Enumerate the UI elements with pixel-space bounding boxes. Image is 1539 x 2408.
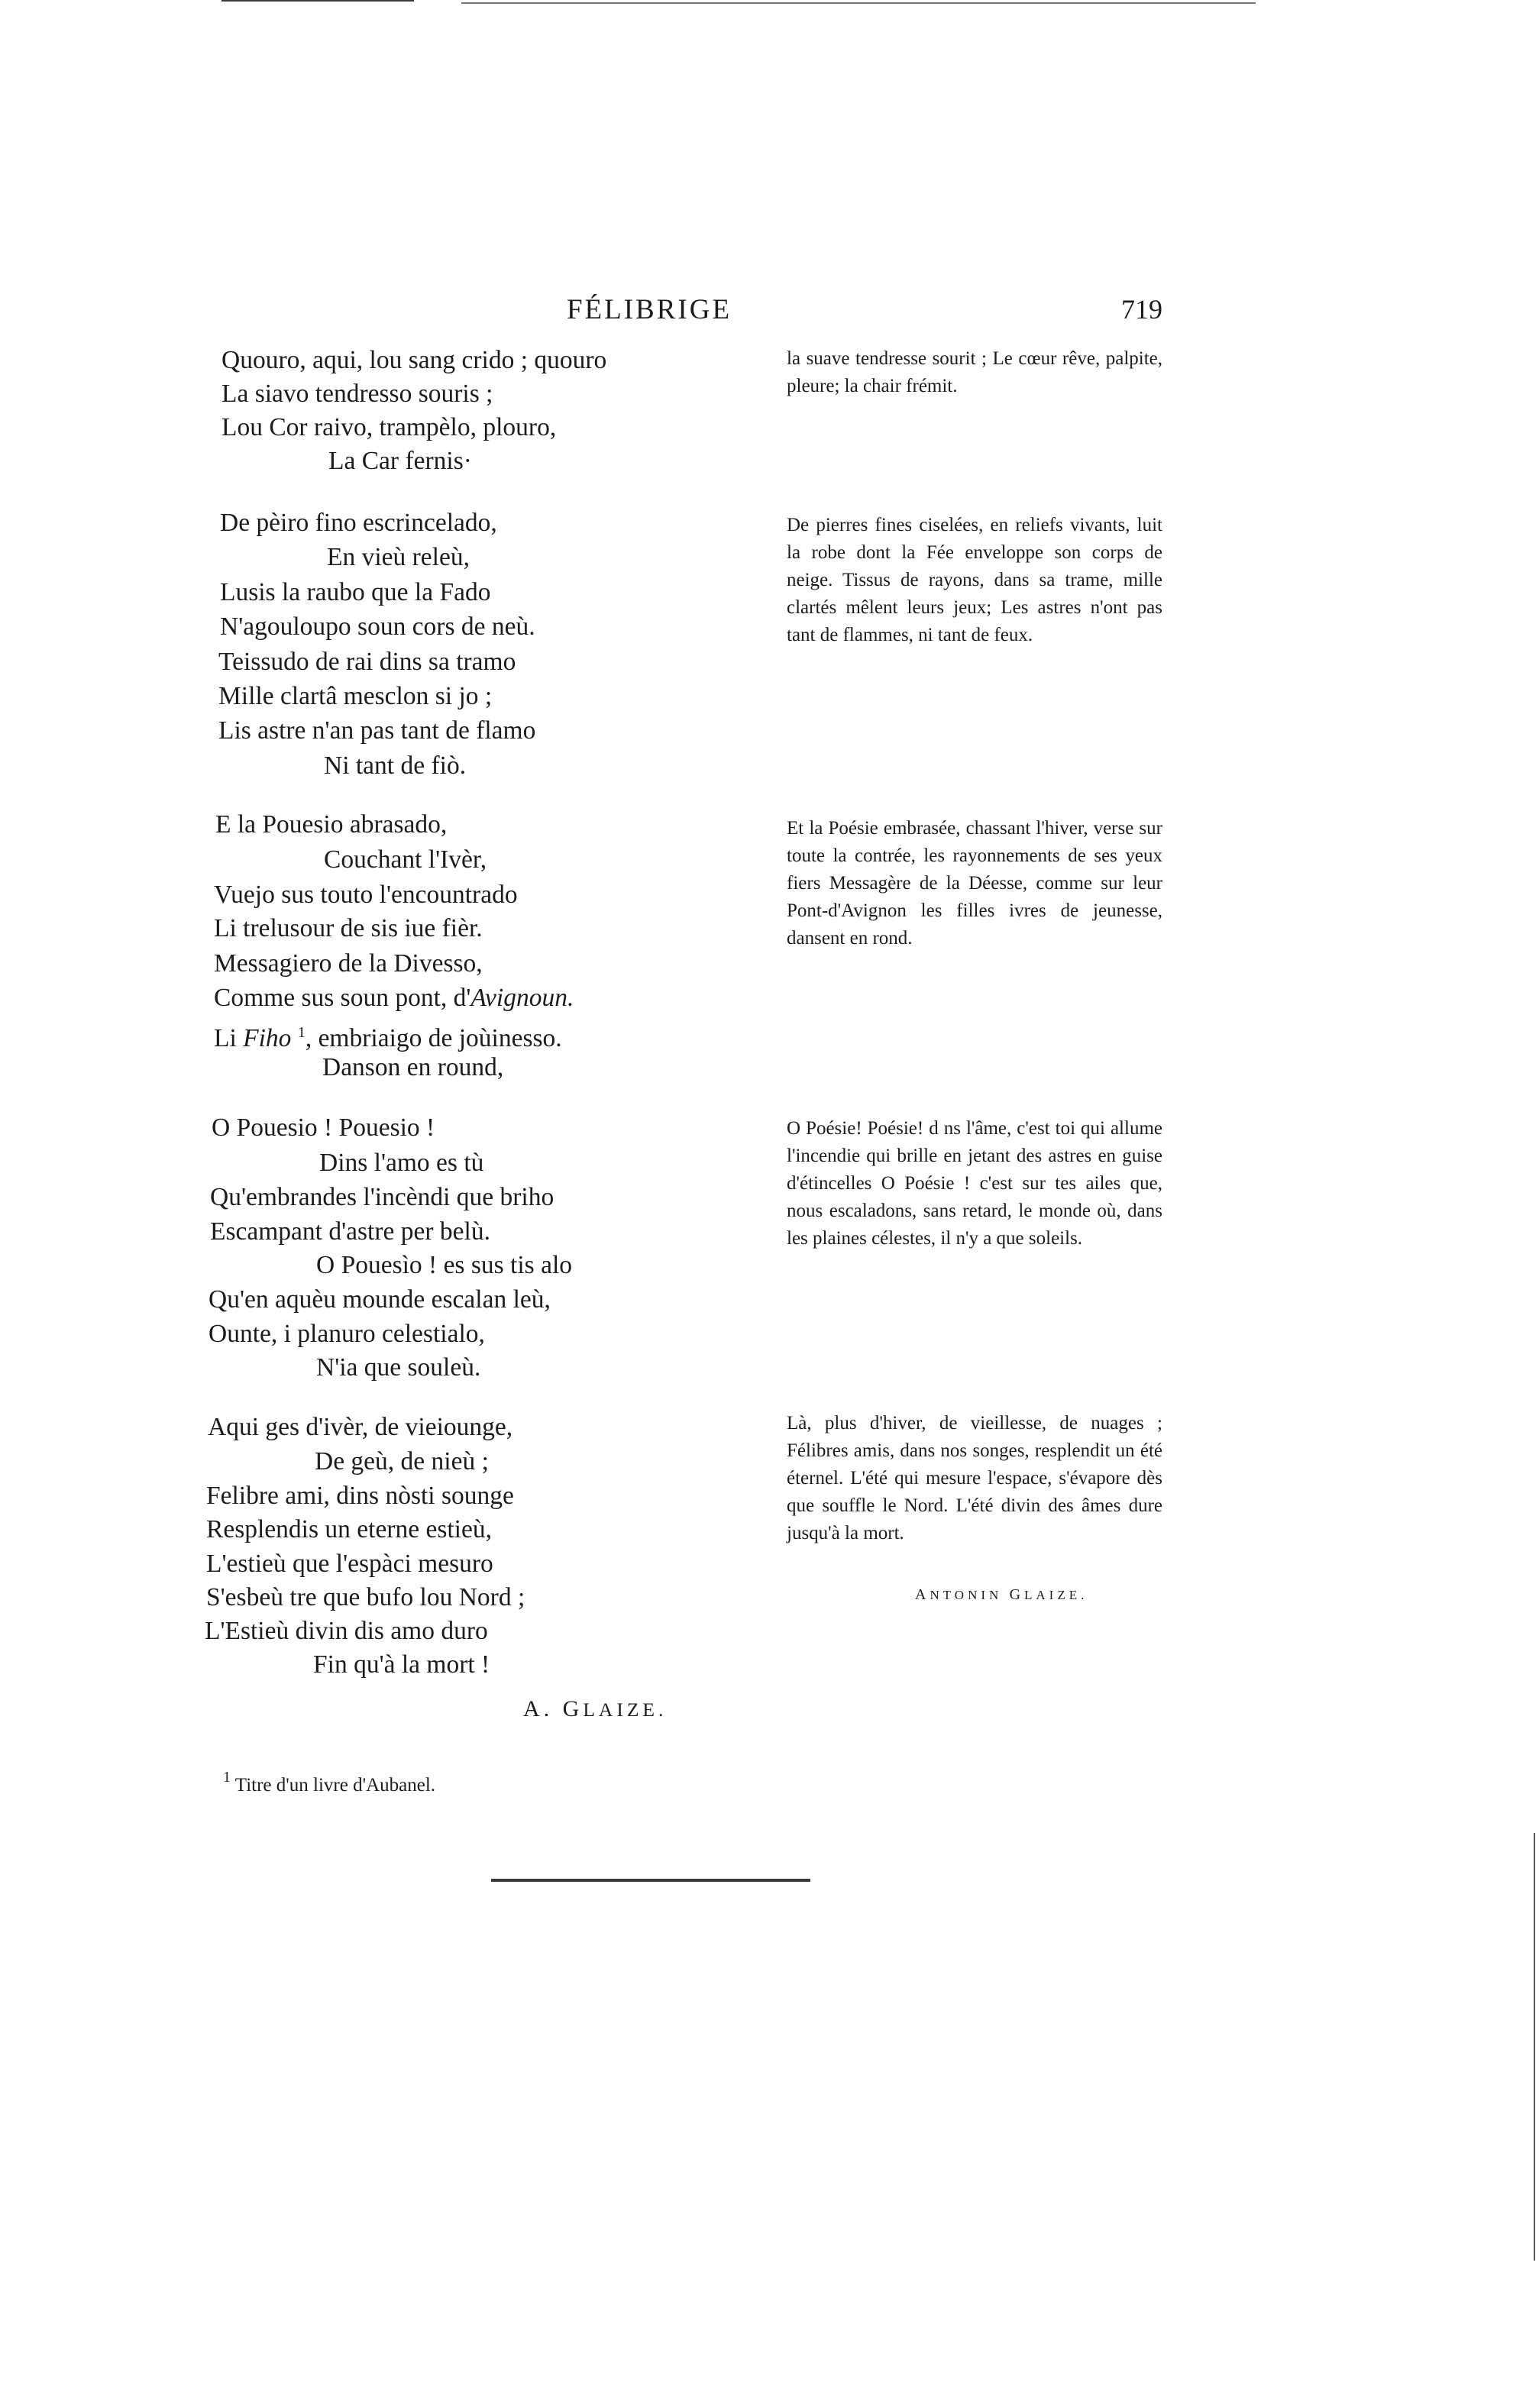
verse-signature: A. GLAIZE. (523, 1696, 668, 1721)
verse-line: Couchant l'Ivèr, (324, 845, 487, 874)
footnote-number: 1 (223, 1769, 231, 1786)
verse-line: Li trelusour de sis iue fièr. (214, 914, 483, 942)
verse-line: O Pouesio ! Pouesio ! (212, 1113, 435, 1142)
verse-line: La Car fernis· (328, 447, 472, 475)
verse-line: Mille clartâ mesclon si jo ; (218, 682, 493, 710)
verse-line: O Pouesìo ! es sus tis alo (316, 1251, 572, 1279)
verse-line: Messagiero de la Divesso, (214, 949, 483, 978)
verse-line: Fin qu'à la mort ! (313, 1650, 490, 1679)
verse-italic-title: Fiho (243, 1024, 292, 1052)
verse-line: Lis astre n'an pas tant de flamo (218, 716, 536, 745)
verse-line: Ounte, i planuro celestialo, (209, 1320, 485, 1348)
verse-line (214, 1017, 562, 1054)
verse-text: Li (214, 1024, 244, 1052)
footnote-text: Titre d'un livre d'Aubanel. (231, 1775, 436, 1795)
translation-paragraph: Là, plus d'hiver, de vieillesse, de nuages ; Félibres amis, dans nos songes, resplendit un été éternel. L'été qui mesure l'espace, s'évapore dès que souffle le Nord. L'été divin des âmes dure jusqu'à la mort. (787, 1413, 1162, 1543)
verse-line: L'Estieù divin dis amo duro (205, 1617, 488, 1645)
verse-line: De pèiro fino escrincelado, (220, 509, 497, 537)
translation-signature: ANTONIN GLAIZE. (915, 1586, 1088, 1603)
verse-line (214, 983, 574, 1013)
verse-line: Ni tant de fiò. (324, 751, 467, 780)
translation-paragraph: O Poésie! Poésie! d ns l'âme, c'est toi qui allume l'incendie qui brille en jetant des astres en guise d'étincelles O Poésie ! c'est sur tes ailes que, nous escaladons, sans retard, le monde où, dans les plaines célestes, il n'y a que soleils. (787, 1118, 1162, 1249)
verse-text: , embriaigo de joùinesso. (305, 1024, 562, 1052)
verse-line: Lusis la raubo que la Fado (220, 578, 491, 606)
verse-line: L'estieù que l'espàci mesuro (206, 1550, 493, 1578)
verse-line: Felibre ami, dins nòsti sounge (206, 1482, 514, 1510)
end-rule (491, 1879, 810, 1882)
verse-line: E la Pouesio abrasado, (215, 810, 448, 839)
verse-line: Qu'en aquèu mounde escalan leù, (209, 1285, 551, 1314)
verse-line: Qu'embrandes l'incèndi que briho (210, 1183, 554, 1211)
verse-line: Teissudo de rai dins sa tramo (218, 648, 516, 676)
verse-line: En vieù releù, (327, 543, 470, 571)
top-rule-right (461, 2, 1256, 4)
verse-line: Vuejo sus touto l'encountrado (214, 881, 518, 909)
verse-line: N'ia que souleù. (316, 1353, 481, 1382)
verse-line: Resplendis un eterne estieù, (206, 1515, 492, 1543)
translation-paragraph: la suave tendresse sourit ; Le cœur rêve, palpite, pleure; la chair frémit. (787, 348, 1162, 396)
translation-paragraph: Et la Poésie embrasée, chassant l'hiver, verse sur toute la contrée, les rayonnements de ses yeux fiers Messagère de la Déesse, comme sur leur Pont-d'Avignon les filles ivres de jeunesse, dansent en rond. (787, 818, 1162, 949)
footnote-marker: 1 (297, 1024, 306, 1041)
verse-line: Quouro, aqui, lou sang crido ; quouro (221, 346, 607, 374)
translation-paragraph: De pierres fines ciselées, en reliefs vivants, luit la robe dont la Fée enveloppe son corps de neige. Tissus de rayons, dans sa trame, mille clartés mêlent leurs jeux; Les astres n'ont pas tant de flammes, ni tant de feux. (787, 515, 1162, 645)
verse-line: Dins l'amo es tù (319, 1149, 484, 1177)
page-number: 719 (1121, 294, 1162, 325)
verse-italic-place: Avignoun. (470, 984, 574, 1012)
verse-line: N'agouloupo soun cors de neù. (220, 613, 535, 641)
running-title: FÉLIBRIGE (566, 294, 732, 325)
verse-line: S'esbeù tre que bufo lou Nord ; (206, 1583, 525, 1611)
verse-line: Danson en round, (322, 1053, 504, 1081)
verse-line: Escampant d'astre per belù. (210, 1217, 490, 1246)
verse-line: La siavo tendresso souris ; (221, 380, 493, 408)
verse-line: Aqui ges d'ivèr, de vieiounge, (208, 1413, 513, 1441)
footnote (223, 1769, 435, 1796)
top-rule-left (221, 0, 414, 2)
verse-line: De geù, de nieù ; (315, 1447, 489, 1476)
verse-text: Comme sus soun pont, d' (214, 984, 471, 1012)
scan-edge-mark (1534, 1833, 1535, 2261)
verse-line: Lou Cor raivo, trampèlo, plouro, (221, 413, 557, 441)
